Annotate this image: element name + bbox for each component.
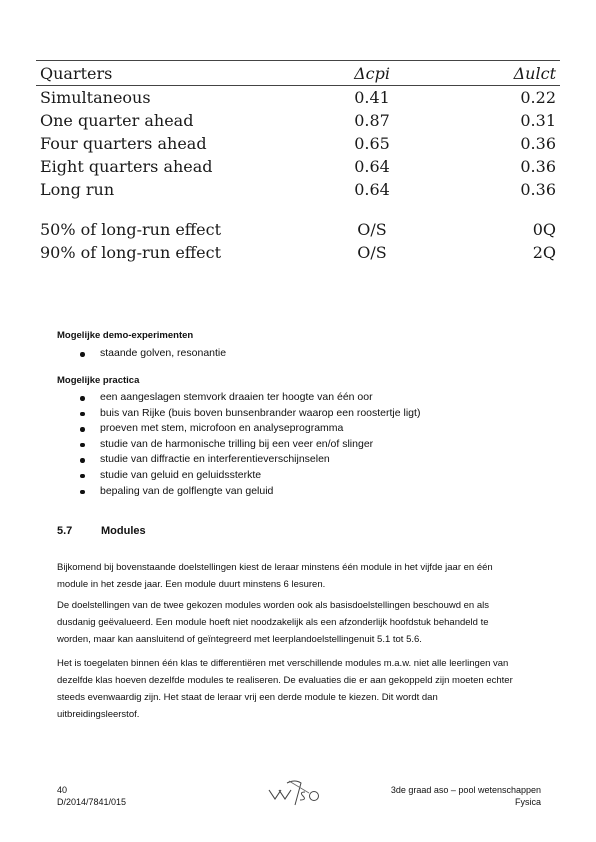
paragraph-line: Bijkomend bij bovenstaande doelstellingen kiest de leraar minstens één module in het vijfde jaar en één — [57, 562, 493, 573]
list-item — [80, 346, 226, 362]
doc-code: D/2014/7841/015 — [57, 797, 127, 807]
row-ulct: 0.22 — [520, 88, 556, 107]
header-dulct: Δulct — [513, 64, 556, 83]
paragraph-2 — [57, 597, 547, 648]
table-header-row — [36, 62, 560, 85]
row-cpi: 0.41 — [354, 88, 390, 107]
row-label: Long run — [40, 180, 115, 199]
table-row — [36, 178, 560, 201]
vvkso-logo — [265, 777, 325, 809]
row-ulct: 0.31 — [520, 111, 556, 130]
bullet-icon — [80, 396, 85, 401]
list-item-text: bepaling van de golflengte van geluid — [100, 484, 274, 497]
row-cpi: 0.64 — [354, 180, 390, 199]
row-ulct: 0.36 — [520, 134, 556, 153]
list-item-text: proeven met stem, microfoon en analyseprogramma — [100, 422, 344, 435]
bullet-icon — [80, 443, 85, 448]
paragraph-line: uitbreidingsleerstof. — [57, 709, 140, 720]
bullet-icon — [80, 352, 85, 357]
paragraph-3 — [57, 655, 547, 723]
row-cpi: 0.64 — [354, 157, 390, 176]
paragraph-line: Het is toegelaten binnen één klas te differentiëren met verschillende modules m.a.w. niet alle leerlingen van — [57, 658, 509, 669]
bullet-icon — [80, 412, 85, 417]
row-cpi: 0.87 — [354, 111, 390, 130]
row-label: Simultaneous — [40, 88, 151, 107]
list-item-text: staande golven, resonantie — [100, 347, 227, 359]
list-item-text: studie van de harmonische trilling bij een veer en/of slinger — [100, 437, 374, 450]
table-row — [36, 109, 560, 132]
row-label: One quarter ahead — [40, 111, 194, 130]
table-summary-row — [36, 241, 560, 264]
paragraph-line: De doelstellingen van de twee gekozen modules worden ook als basisdoelstellingen beschouwd en als — [57, 600, 489, 611]
table-row — [36, 132, 560, 155]
bullet-icon — [80, 474, 85, 479]
summary-cpi: O/S — [357, 220, 387, 239]
list-item-text: studie van diffractie en interferentieverschijnselen — [100, 453, 330, 466]
list-item — [80, 484, 420, 500]
table-top-rule — [36, 60, 560, 61]
paragraph-line: dusdanig geëvalueerd. Een module hoeft niet noodzakelijk als een afzonderlijk hoofdstuk behandeld te — [57, 617, 489, 628]
list-item-text: een aangeslagen stemvork draaien ter hoogte van één oor — [100, 391, 373, 403]
list-item — [80, 437, 420, 453]
row-ulct: 0.36 — [520, 180, 556, 199]
table-row — [36, 155, 560, 178]
subject-name: Fysica — [514, 797, 541, 807]
course-name: 3de graad aso – pool wetenschappen — [390, 785, 541, 795]
bullet-icon — [80, 458, 85, 463]
paragraph-line: dezelfde klas hoeven dezelfde modules te realiseren. De evaluaties die er aan gekoppeld zijn moeten echter — [57, 675, 513, 686]
list-item-text: studie van geluid en geluidssterkte — [100, 468, 262, 481]
header-dcpi: Δcpi — [354, 64, 390, 83]
practica-heading: Mogelijke practica — [57, 375, 140, 386]
demo-list — [80, 346, 226, 362]
summary-cpi: O/S — [357, 243, 387, 262]
summary-ulct: 0Q — [532, 220, 556, 239]
results-table — [36, 60, 560, 264]
bullet-icon — [80, 490, 85, 495]
table-summary-row — [36, 218, 560, 241]
list-item — [80, 406, 420, 422]
row-cpi: 0.65 — [354, 134, 390, 153]
list-item — [80, 421, 420, 437]
summary-label: 50% of long-run effect — [40, 220, 222, 239]
list-item — [80, 390, 420, 406]
demo-heading: Mogelijke demo-experimenten — [57, 330, 194, 341]
table-row — [36, 86, 560, 109]
row-label: Eight quarters ahead — [40, 157, 213, 176]
list-item — [80, 452, 420, 468]
bullet-icon — [80, 427, 85, 432]
page-number: 40 — [57, 785, 68, 795]
section-title: Modules — [101, 525, 146, 537]
paragraph-line: worden, maar kan aansluitend of geïntegreerd met leerplandoelstellingenuit 5.1 tot 5.6. — [57, 634, 422, 645]
summary-label: 90% of long-run effect — [40, 243, 222, 262]
row-label: Four quarters ahead — [40, 134, 207, 153]
list-item-text: buis van Rijke (buis boven bunsenbrander waarop een roostertje ligt) — [100, 406, 421, 419]
section-number: 5.7 — [57, 525, 73, 537]
summary-ulct: 2Q — [532, 243, 556, 262]
practica-list — [80, 390, 420, 499]
paragraph-1 — [57, 559, 547, 593]
paragraph-line: module in het zesde jaar. Een module duurt minstens 6 lesuren. — [57, 579, 326, 590]
row-ulct: 0.36 — [520, 157, 556, 176]
header-quarters: Quarters — [40, 64, 113, 83]
footer-right — [391, 784, 541, 808]
paragraph-line: steeds evenwaardig zijn. Het staat de leraar vrij een derde module te kiezen. Dit wordt dan — [57, 692, 438, 703]
list-item — [80, 468, 420, 484]
footer-left — [57, 784, 126, 808]
